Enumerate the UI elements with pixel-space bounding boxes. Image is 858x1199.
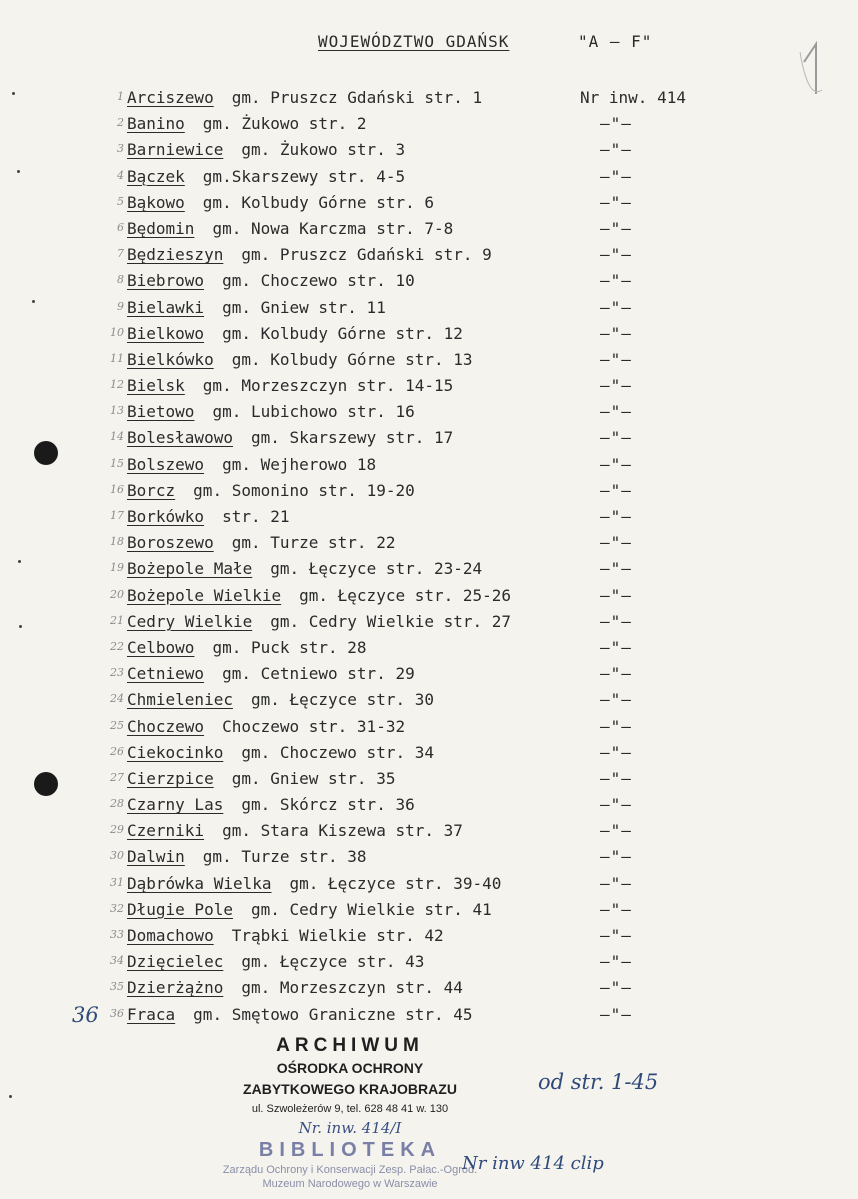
entry-text	[127, 376, 453, 395]
ditto-mark: –"–	[600, 192, 632, 212]
ditto-mark: –"–	[600, 140, 632, 160]
entry-details: gm. Wejherowo 18	[222, 454, 377, 474]
entry-details: gm. Cedry Wielkie str. 41	[250, 899, 492, 919]
place-name: Będomin	[127, 218, 195, 238]
entry-details: Trąbki Wielkie str. 42	[231, 926, 444, 945]
entry-row	[0, 558, 858, 584]
stamp-line-landscape: ZABYTKOWEGO KRAJOBRAZU	[243, 1081, 457, 1097]
archive-stamp	[220, 1035, 480, 1190]
entry-number: 23	[110, 666, 124, 680]
entry-text	[127, 193, 434, 212]
entry-details: gm. Morzeszczyn str. 44	[241, 978, 463, 998]
entry-number: 29	[110, 823, 124, 837]
stamp-handwritten-inventory: Nr. inw. 414/I	[298, 1119, 402, 1137]
entry-details: gm. Turze str. 22	[231, 533, 396, 553]
entry-text	[127, 219, 453, 238]
entry-text	[127, 743, 434, 762]
place-name: Bolszewo	[127, 454, 205, 474]
place-name: Długie Pole	[127, 899, 233, 919]
entry-details: str. 21	[222, 507, 290, 526]
entry-number: 34	[110, 954, 124, 968]
paper-speck	[12, 92, 15, 95]
entry-details: gm. Żukowo str. 2	[202, 114, 367, 134]
entry-number: 28	[110, 797, 124, 811]
entry-row	[0, 506, 858, 532]
place-name: Ciekocinko	[127, 742, 224, 762]
paper-speck	[17, 170, 20, 173]
ditto-mark: –"–	[600, 978, 632, 998]
ditto-mark: –"–	[600, 218, 632, 238]
entry-row	[0, 585, 858, 611]
entry-row	[0, 689, 858, 715]
place-name: Cedry Wielkie	[127, 611, 253, 631]
entry-row	[0, 820, 858, 846]
place-name: Bielkowo	[127, 323, 205, 343]
entry-text	[127, 612, 511, 631]
entry-number: 6	[117, 220, 124, 234]
ditto-mark: –"–	[600, 507, 632, 526]
ditto-mark: –"–	[600, 428, 632, 448]
entry-number: 30	[110, 849, 124, 863]
entry-details: gm. Łęczyce str. 39-40	[289, 873, 502, 893]
entry-details: gm. Skórcz str. 36	[241, 795, 415, 815]
inventory-number: Nr inw. 414	[580, 88, 686, 107]
entry-text	[127, 298, 386, 317]
ditto-mark: –"–	[600, 271, 632, 291]
ditto-mark: –"–	[600, 323, 632, 343]
ditto-mark: –"–	[600, 349, 632, 369]
entry-row	[0, 297, 858, 323]
entry-row	[0, 1004, 858, 1030]
entry-text	[127, 455, 376, 474]
entry-row	[0, 611, 858, 637]
ditto-mark: –"–	[600, 952, 632, 972]
entry-row	[0, 270, 858, 296]
ditto-mark: –"–	[600, 847, 632, 867]
entry-text	[127, 350, 473, 369]
entry-details: gm. Choczewo str. 10	[222, 271, 415, 291]
entry-details: gm. Turze str. 38	[202, 847, 367, 867]
entry-number: 20	[110, 587, 124, 601]
entry-details: gm. Cedry Wielkie str. 27	[270, 611, 512, 631]
ditto-mark: –"–	[600, 637, 632, 657]
entry-row	[0, 899, 858, 925]
binder-hole	[34, 441, 58, 465]
entry-details: gm. Puck str. 28	[212, 637, 367, 657]
entry-number: 16	[110, 482, 124, 496]
place-name: Bielkówko	[127, 349, 214, 369]
ditto-mark: –"–	[600, 585, 632, 605]
ditto-mark: –"–	[600, 716, 632, 736]
place-name: Cetniewo	[127, 664, 205, 684]
ditto-mark: –"–	[600, 795, 632, 815]
entry-list	[0, 87, 858, 1030]
entry-text	[127, 795, 415, 814]
entry-row	[0, 532, 858, 558]
entry-details: gm. Łęczyce str. 23-24	[270, 559, 483, 579]
ditto-mark: –"–	[600, 611, 632, 631]
entry-number: 31	[110, 875, 124, 889]
entry-text	[127, 140, 405, 159]
entry-number: 2	[117, 116, 124, 130]
place-name: Będzieszyn	[127, 245, 224, 265]
place-name: Dalwin	[127, 847, 185, 867]
place-name: Cierzpice	[127, 768, 214, 788]
stamp-line-address: ul. Szwoleżerów 9, tel. 628 48 41 w. 130	[251, 1103, 449, 1115]
entry-row	[0, 637, 858, 663]
entry-text	[127, 926, 444, 945]
entry-number: 21	[110, 613, 124, 627]
entry-row	[0, 977, 858, 1003]
entry-number: 26	[110, 744, 124, 758]
entry-row	[0, 454, 858, 480]
place-name: Czerniki	[127, 821, 205, 841]
place-name: Domachowo	[127, 926, 214, 945]
entry-details: gm. Łęczyce str. 30	[250, 690, 434, 710]
entry-row	[0, 925, 858, 951]
place-name: Borkówko	[127, 507, 205, 526]
place-name: Arciszewo	[127, 88, 214, 107]
entry-text	[127, 481, 415, 500]
place-name: Czarny Las	[127, 795, 224, 815]
entry-details: gm. Smętowo Graniczne str. 45	[193, 1004, 473, 1024]
entry-details: gm. Choczewo str. 34	[241, 742, 434, 762]
entry-number: 19	[110, 561, 124, 575]
ditto-mark: –"–	[600, 926, 632, 945]
entry-text	[127, 638, 367, 657]
entry-number: 15	[110, 456, 124, 470]
ditto-mark: –"–	[600, 559, 632, 579]
entry-row	[0, 768, 858, 794]
entry-text	[127, 586, 511, 605]
ditto-mark: –"–	[600, 245, 632, 265]
entry-text	[127, 690, 434, 709]
place-name: Dzięcielec	[127, 952, 224, 972]
entry-row	[0, 166, 858, 192]
entry-row	[0, 951, 858, 977]
entry-details: gm. Skarszewy str. 17	[250, 428, 454, 448]
entry-number: 14	[110, 430, 124, 444]
entry-text	[127, 769, 395, 788]
entry-details: Choczewo str. 31-32	[222, 716, 406, 736]
place-name: Borcz	[127, 480, 176, 500]
ditto-mark: –"–	[600, 873, 632, 893]
entry-number: 3	[117, 142, 124, 156]
entry-number: 8	[117, 273, 124, 287]
entry-row	[0, 244, 858, 270]
entry-text	[127, 114, 367, 133]
entry-number: 25	[110, 718, 124, 732]
place-name: Fraca	[127, 1004, 176, 1024]
place-name: Banino	[127, 114, 185, 134]
paper-speck	[18, 560, 21, 563]
entry-row	[0, 873, 858, 899]
entry-number: 9	[117, 299, 124, 313]
entry-text	[127, 245, 492, 264]
ditto-mark: –"–	[600, 166, 632, 186]
entry-number: 10	[110, 325, 124, 339]
entry-details: gm. Kolbudy Górne str. 6	[202, 192, 434, 212]
entry-text	[127, 847, 367, 866]
ditto-mark: –"–	[600, 376, 632, 396]
entry-text	[127, 324, 463, 343]
entry-details: gm. Cetniewo str. 29	[222, 664, 415, 684]
ditto-mark: –"–	[600, 297, 632, 317]
place-name: Bielsk	[127, 376, 185, 396]
entry-number: 13	[110, 404, 124, 418]
ditto-mark: –"–	[600, 533, 632, 553]
entry-number: 24	[110, 692, 124, 706]
entry-details: gm. Gniew str. 11	[222, 297, 386, 317]
entry-row	[0, 218, 858, 244]
entry-row	[0, 113, 858, 139]
entry-details: gm. Morzeszczyn str. 14-15	[202, 376, 454, 396]
entry-number: 4	[117, 168, 124, 182]
entry-details: gm.Skarszewy str. 4-5	[202, 166, 406, 186]
entry-row	[0, 87, 858, 113]
entry-details: gm. Łęczyce str. 25-26	[299, 585, 512, 605]
entry-text	[127, 559, 482, 578]
entry-number: 33	[110, 928, 124, 941]
entry-row	[0, 349, 858, 375]
margin-total-count: 36	[72, 1003, 99, 1027]
entry-number: 17	[110, 509, 124, 522]
entry-number: 35	[110, 980, 124, 994]
ditto-mark: –"–	[600, 690, 632, 710]
entry-details: gm. Żukowo str. 3	[241, 140, 406, 160]
voivodeship-heading: WOJEWÓDZTWO GDAŃSK	[318, 32, 510, 51]
entry-row	[0, 794, 858, 820]
entry-text	[127, 900, 492, 919]
entry-text	[127, 167, 405, 186]
entry-details: gm. Lubichowo str. 16	[212, 402, 415, 422]
entry-text	[127, 533, 395, 552]
entry-details: gm. Nowa Karczma str. 7-8	[212, 218, 454, 238]
place-name: Dąbrówka Wielka	[127, 873, 272, 893]
ditto-mark: –"–	[600, 899, 632, 919]
ditto-mark: –"–	[600, 402, 632, 422]
ditto-mark: –"–	[600, 742, 632, 762]
ditto-mark: –"–	[600, 1004, 632, 1024]
entry-row	[0, 427, 858, 453]
entry-number: 32	[110, 901, 124, 915]
entry-number: 12	[110, 378, 124, 392]
ditto-mark: –"–	[600, 768, 632, 788]
place-name: Choczewo	[127, 716, 205, 736]
place-name: Bąkowo	[127, 192, 185, 212]
place-name: Dzierżążno	[127, 978, 224, 998]
ditto-mark: –"–	[600, 114, 632, 134]
place-name: Bolesławowo	[127, 428, 233, 448]
handwritten-page-range: od str. 1-45	[538, 1070, 659, 1094]
entry-number: 11	[110, 351, 124, 365]
entry-number: 18	[110, 535, 124, 549]
ditto-mark: –"–	[600, 821, 632, 841]
paper-speck	[19, 625, 22, 628]
binder-hole	[34, 772, 58, 796]
entry-text	[127, 952, 424, 971]
entry-details: gm. Łęczyce str. 43	[241, 952, 425, 972]
entry-text	[127, 978, 463, 997]
entry-details: gm. Pruszcz Gdański str. 1	[231, 88, 483, 107]
entry-number: 36	[110, 1006, 124, 1020]
place-name: Bączek	[127, 166, 185, 186]
ditto-mark: –"–	[600, 454, 632, 474]
entry-number: 7	[117, 247, 124, 261]
stamp-line-archive: ARCHIWUM	[276, 1035, 424, 1056]
entry-details: gm. Kolbudy Górne str. 13	[231, 349, 473, 369]
entry-text	[127, 821, 463, 840]
handwritten-inventory-note: Nr inw 414 clip	[462, 1153, 604, 1174]
entry-details: gm. Gniew str. 35	[231, 768, 396, 788]
entry-number: 5	[117, 194, 124, 208]
entry-text	[127, 428, 453, 447]
entry-text	[127, 1005, 473, 1024]
place-name: Bożepole Małe	[127, 559, 253, 579]
entry-row	[0, 323, 858, 349]
entry-number: 27	[110, 770, 124, 784]
entry-text	[127, 717, 405, 736]
entry-number: 22	[110, 639, 124, 653]
library-stamp-title: BIBLIOTEKA	[258, 1139, 442, 1161]
place-name: Bietowo	[127, 402, 195, 422]
entry-details: gm. Stara Kiszewa str. 37	[222, 821, 463, 841]
library-stamp-museum: Muzeum Narodowego w Warszawie	[262, 1178, 438, 1190]
entry-number: 1	[117, 90, 124, 103]
entry-text	[127, 402, 415, 421]
entry-row	[0, 192, 858, 218]
entry-text	[127, 271, 415, 290]
library-stamp-subtitle: Zarządu Ochrony i Konserwacji Zesp. Pałac.-Ogrod.	[222, 1164, 478, 1176]
paper-speck	[9, 1095, 12, 1098]
place-name: Chmieleniec	[127, 690, 233, 710]
place-name: Boroszewo	[127, 533, 214, 553]
paper-speck	[32, 300, 35, 303]
entry-row	[0, 401, 858, 427]
entry-text	[127, 874, 501, 893]
entry-row	[0, 663, 858, 689]
entry-text	[127, 88, 482, 107]
letter-range-heading: "A – F"	[578, 32, 653, 51]
entry-details: gm. Somonino str. 19-20	[193, 480, 415, 500]
place-name: Barniewice	[127, 140, 224, 160]
place-name: Biebrowo	[127, 271, 205, 291]
entry-row	[0, 846, 858, 872]
entry-row	[0, 375, 858, 401]
entry-row	[0, 742, 858, 768]
entry-text	[127, 507, 290, 526]
entry-row	[0, 716, 858, 742]
place-name: Celbowo	[127, 637, 195, 657]
stamp-line-office: OŚRODKA OCHRONY	[276, 1060, 424, 1076]
entry-details: gm. Pruszcz Gdański str. 9	[241, 245, 492, 265]
entry-row	[0, 139, 858, 165]
entry-text	[127, 664, 415, 683]
place-name: Bielawki	[127, 297, 205, 317]
ditto-mark: –"–	[600, 480, 632, 500]
place-name: Bożepole Wielkie	[127, 585, 282, 605]
entry-row	[0, 480, 858, 506]
ditto-mark: –"–	[600, 664, 632, 684]
entry-details: gm. Kolbudy Górne str. 12	[222, 323, 463, 343]
